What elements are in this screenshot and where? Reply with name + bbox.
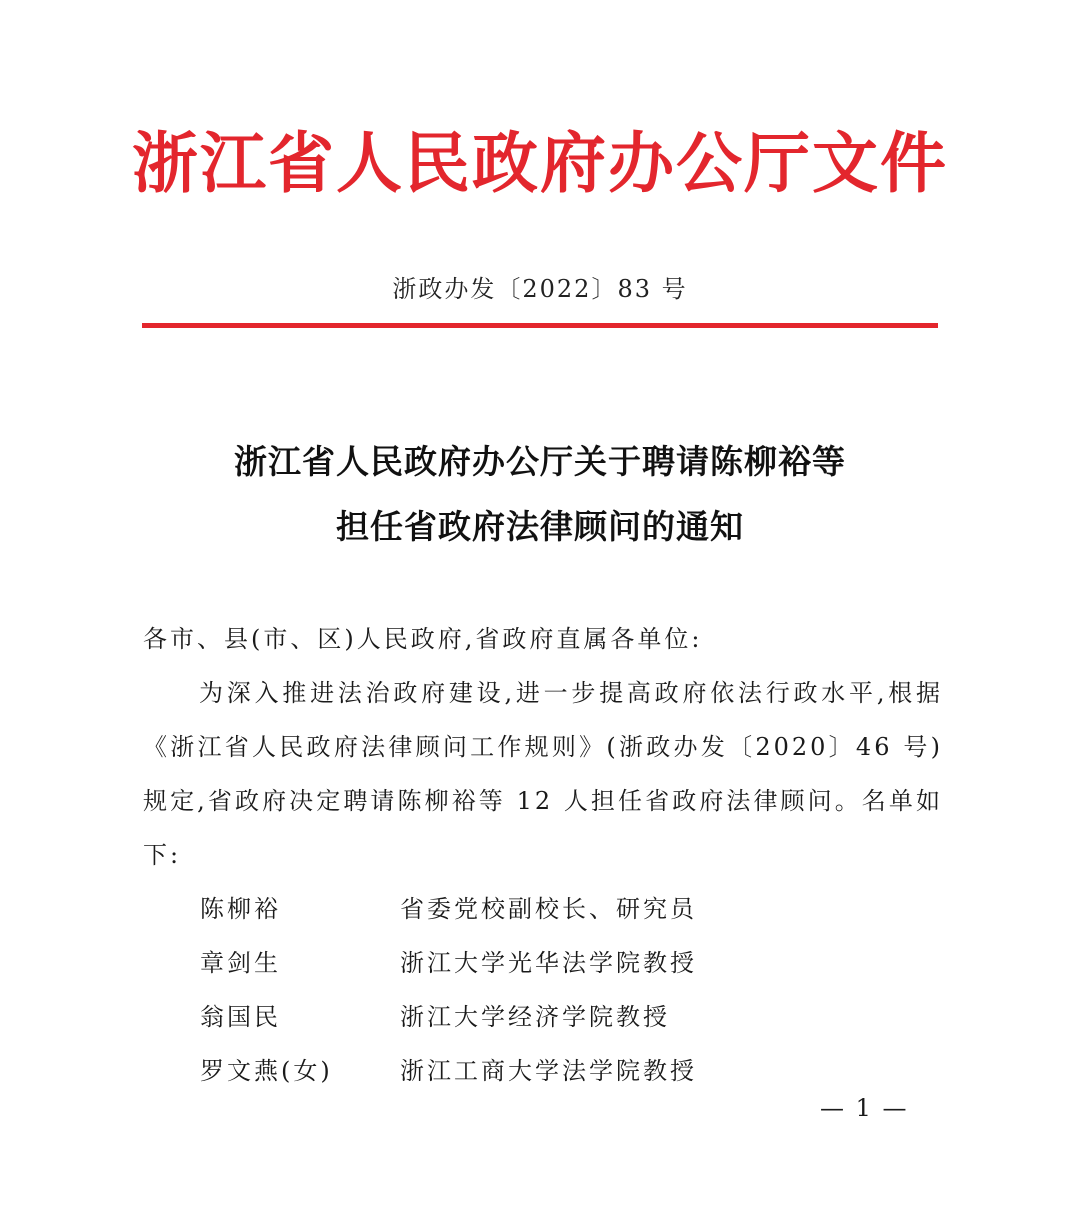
advisor-role: 浙江大学经济学院教授 xyxy=(400,1003,670,1031)
notice-title-line-2: 担任省政府法律顾问的通知 xyxy=(336,507,744,546)
advisor-roster xyxy=(200,882,900,1098)
roster-row xyxy=(200,990,900,1044)
roster-row xyxy=(200,936,900,990)
advisor-role: 省委党校副校长、研究员 xyxy=(400,895,697,923)
advisor-name: 陈柳裕 xyxy=(200,895,281,923)
advisor-name: 翁国民 xyxy=(200,1003,281,1031)
advisor-name: 章剑生 xyxy=(200,949,281,977)
roster-row xyxy=(200,1044,900,1098)
advisor-name: 罗文燕(女) xyxy=(200,1057,333,1085)
advisor-role: 浙江工商大学法学院教授 xyxy=(400,1057,697,1085)
advisor-role: 浙江大学光华法学院教授 xyxy=(400,949,697,977)
body-paragraph: 为深入推进法治政府建设,进一步提高政府依法行政水平,根据《浙江省人民政府法律顾问工作规则》(浙政办发〔2020〕46 号)规定,省政府决定聘请陈柳裕等 12 人担任省政府法律顾问。名单如下: xyxy=(143,679,943,869)
page-number: — 1 — xyxy=(820,1094,909,1122)
notice-title-line-1: 浙江省人民政府办公厅关于聘请陈柳裕等 xyxy=(234,442,846,481)
document-number: 浙政办发〔2022〕83 号 xyxy=(392,275,688,303)
red-separator-line xyxy=(142,323,938,328)
salutation: 各市、县(市、区)人民政府,省政府直属各单位: xyxy=(143,625,703,653)
roster-row xyxy=(200,882,900,936)
document-masthead: 浙江省人民政府办公厅文件 xyxy=(132,124,948,202)
